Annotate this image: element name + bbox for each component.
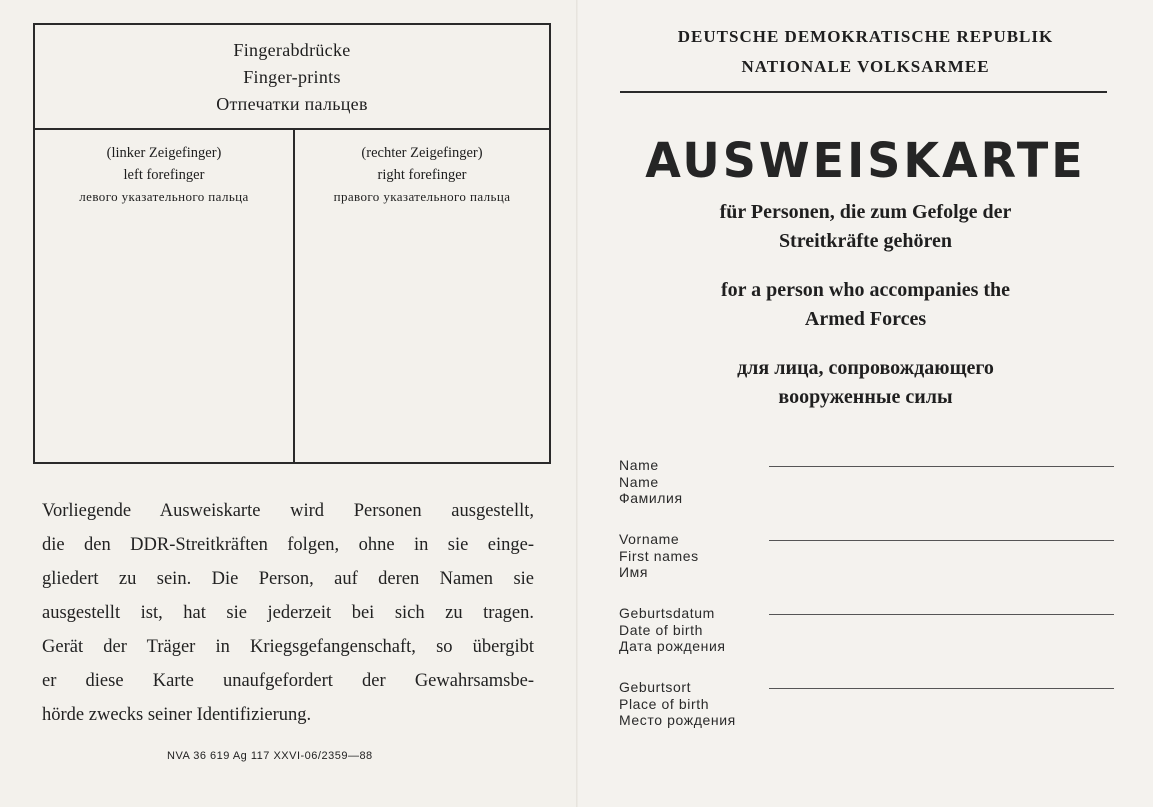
first-names-fill-line[interactable] <box>769 540 1114 541</box>
field-label-de: Geburtsdatum <box>619 605 715 621</box>
field-label-ru: Имя <box>619 564 649 580</box>
right-forefinger-label-ru: правого указательного пальца <box>333 189 511 204</box>
place-of-birth-field-labels <box>619 679 736 729</box>
country-name: DEUTSCHE DEMOKRATISCHE REPUBLIK <box>677 27 1054 46</box>
left-forefinger-label-de: (linker Zeigefinger) <box>106 145 222 161</box>
field-label-de: Name <box>619 457 659 473</box>
right-page <box>578 0 1153 807</box>
subtitle-de <box>578 198 1153 256</box>
right-forefinger-label-de: (rechter Zeigefinger) <box>361 145 483 161</box>
field-label-de: Geburtsort <box>619 679 692 695</box>
place-of-birth-fill-line[interactable] <box>769 688 1114 689</box>
subtitle-ru-line: вооруженные силы <box>778 386 953 408</box>
left-forefinger-label-ru: левого указательного пальца <box>79 189 249 204</box>
notice-line: Vorliegende Ausweiskarte wird Personen ausgestellt, <box>42 501 534 521</box>
name-field-labels <box>619 457 683 507</box>
subtitle-de-line: für Personen, die zum Gefolge der <box>719 201 1012 223</box>
field-label-en: First names <box>619 547 699 564</box>
field-label-en: Date of birth <box>619 621 704 638</box>
notice-line: die den DDR-Streitkräften folgen, ohne in sie einge- <box>42 535 534 555</box>
field-label-ru: Дата рождения <box>619 638 726 654</box>
first-names-field <box>619 531 1119 581</box>
first-names-field-labels <box>619 531 699 581</box>
notice-paragraph <box>42 494 534 732</box>
right-forefinger-cell <box>295 130 549 462</box>
date-of-birth-field-labels <box>619 605 726 655</box>
field-label-en: Place of birth <box>619 695 710 712</box>
fingerprint-box <box>33 23 551 464</box>
field-label-ru: Фамилия <box>619 490 683 506</box>
field-label-ru: Место рождения <box>619 712 736 728</box>
fingerprint-title-ru: Отпечатки пальцев <box>216 94 368 114</box>
subtitle-en-line: for a person who accompanies the <box>720 279 1011 301</box>
subtitle-en <box>578 276 1153 334</box>
notice-line: hörde zwecks seiner Identifizierung. <box>42 705 312 725</box>
notice-line: Gerät der Träger in Kriegsgefangenschaft, so übergibt <box>42 637 534 657</box>
date-of-birth-fill-line[interactable] <box>769 614 1114 615</box>
left-forefinger-label-en: left forefinger <box>123 167 205 183</box>
date-of-birth-field <box>619 605 1119 655</box>
left-forefinger-cell <box>35 130 295 462</box>
notice-line: ausgestellt ist, hat sie jederzeit bei sich zu tragen. <box>42 603 534 623</box>
subtitle-de-line: Streitkräfte gehören <box>778 230 953 252</box>
field-label-en: Name <box>619 473 659 490</box>
issuer-header <box>578 22 1153 82</box>
right-forefinger-label-en: right forefinger <box>377 167 467 183</box>
name-field <box>619 457 1119 507</box>
army-name: NATIONALE VOLKSARMEE <box>741 57 990 76</box>
card-title: AUSWEISKARTE <box>645 131 1086 189</box>
header-divider <box>620 91 1107 93</box>
subtitle-ru <box>578 354 1153 412</box>
fingerprint-title-de: Fingerabdrücke <box>233 40 351 60</box>
name-fill-line[interactable] <box>769 466 1114 467</box>
print-code: NVA 36 619 Ag 117 XXVI-06/2359—88 <box>167 750 373 762</box>
subtitle-ru-line: для лица, сопровождающего <box>737 357 994 379</box>
fingerprint-title-en: Finger-prints <box>243 67 341 87</box>
fingerprint-header <box>35 25 549 130</box>
subtitle-en-line: Armed Forces <box>804 308 927 330</box>
notice-line: er diese Karte unaufgefordert der Gewahrsamsbe- <box>42 671 534 691</box>
field-label-de: Vorname <box>619 531 680 547</box>
place-of-birth-field <box>619 679 1119 729</box>
notice-line: gliedert zu sein. Die Person, auf deren Namen sie <box>42 569 534 589</box>
